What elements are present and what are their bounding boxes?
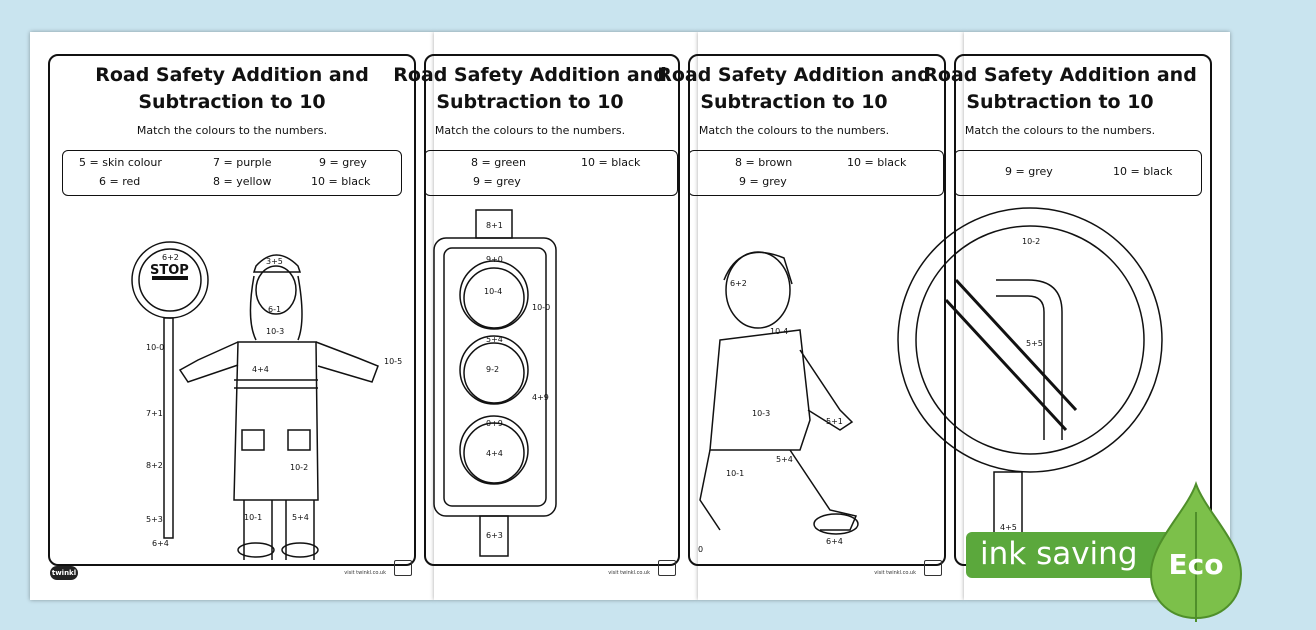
sum-label: 5+4 <box>292 513 309 522</box>
footer-url: visit twinkl.co.uk <box>874 570 916 576</box>
sum-label: 3+5 <box>266 257 283 266</box>
sum-label: 8+1 <box>486 221 503 230</box>
key-item: 8 = yellow <box>213 175 272 188</box>
footer-badge-icon <box>394 560 412 576</box>
worksheet-title <box>858 62 1262 116</box>
footer-badge-icon <box>924 560 942 576</box>
worksheet-subtitle: Match the colours to the numbers. <box>136 124 328 137</box>
title-line-2: Subtraction to 10 <box>138 91 326 113</box>
sum-label: 5+5 <box>1026 339 1043 348</box>
sum-label: 4+4 <box>252 365 269 374</box>
colour-key <box>424 150 678 196</box>
key-item: 6 = red <box>99 175 141 188</box>
key-item: 10 = black <box>1113 165 1173 178</box>
footer-url: visit twinkl.co.uk <box>344 570 386 576</box>
sum-label: 8+2 <box>146 461 163 470</box>
title-line-2: Subtraction to 10 <box>436 91 624 113</box>
colour-key <box>954 150 1202 196</box>
sum-label: 10-0 <box>532 303 551 312</box>
stop-text: STOP <box>150 263 189 278</box>
sum-label: 10-4 <box>770 327 789 336</box>
worksheet-subtitle: Match the colours to the numbers. <box>434 124 626 137</box>
sum-label: 0+9 <box>486 419 503 428</box>
sum-label: 7+1 <box>146 409 163 418</box>
sum-label: 6+4 <box>152 539 169 548</box>
colour-key <box>688 150 944 196</box>
eco-drop-icon <box>1146 482 1246 622</box>
twinkl-logo: twinkl <box>50 566 78 580</box>
key-item: 10 = black <box>581 156 641 169</box>
sum-label: 10-0 <box>146 343 165 352</box>
sum-label: 10-3 <box>266 327 285 336</box>
footer-badge-icon <box>658 560 676 576</box>
key-item: 10 = black <box>847 156 907 169</box>
sum-label: 5+1 <box>826 417 843 426</box>
sum-label: 6-1 <box>268 305 282 314</box>
worksheet-subtitle: Match the colours to the numbers. <box>964 124 1156 137</box>
key-item: 9 = grey <box>1005 165 1053 178</box>
sum-label: 10-1 <box>244 513 263 522</box>
title-line-1: Road Safety Addition and <box>393 64 667 86</box>
sum-label: 6+3 <box>486 531 503 540</box>
sum-label: 6+4 <box>826 537 843 546</box>
sum-label: 0 <box>698 545 704 554</box>
key-item: 5 = skin colour <box>79 156 162 169</box>
sum-label: 10-2 <box>290 463 309 472</box>
sum-label: 4+4 <box>486 449 503 458</box>
sum-label: 10-4 <box>484 287 503 296</box>
sum-label: 4+5 <box>1000 523 1017 532</box>
key-item: 10 = black <box>311 175 371 188</box>
worksheet-1 <box>30 32 434 600</box>
sum-label: 6+2 <box>730 279 747 288</box>
key-item: 9 = grey <box>319 156 367 169</box>
key-item: 9 = grey <box>739 175 787 188</box>
sum-label: 5+3 <box>146 515 163 524</box>
key-item: 8 = green <box>471 156 526 169</box>
title-line-2: Subtraction to 10 <box>966 91 1154 113</box>
sum-label: 9+0 <box>486 255 503 264</box>
sum-label: 6+2 <box>162 253 179 262</box>
sum-label: 5+4 <box>776 455 793 464</box>
colour-key <box>62 150 402 196</box>
key-item: 8 = brown <box>735 156 793 169</box>
worksheet-3 <box>657 32 964 600</box>
footer-url: visit twinkl.co.uk <box>608 570 650 576</box>
sum-label: 5+4 <box>486 335 503 344</box>
worksheet-subtitle: Match the colours to the numbers. <box>698 124 890 137</box>
ink-saving-eco-badge <box>966 482 1256 602</box>
sum-label: 4+9 <box>532 393 549 402</box>
lollipop-lady-picture <box>48 200 418 550</box>
title-line-1: Road Safety Addition and <box>657 64 931 86</box>
sum-label: 10-2 <box>1022 237 1041 246</box>
ink-saving-label: ink saving <box>980 536 1138 572</box>
title-line-1: Road Safety Addition and <box>95 64 369 86</box>
sum-label: 10-3 <box>752 409 771 418</box>
key-item: 9 = grey <box>473 175 521 188</box>
title-line-1: Road Safety Addition and <box>923 64 1197 86</box>
sum-label: 9-2 <box>486 365 500 374</box>
sum-label: 10-1 <box>726 469 745 478</box>
key-item: 7 = purple <box>213 156 272 169</box>
title-line-2: Subtraction to 10 <box>700 91 888 113</box>
sum-label: 10-5 <box>384 357 403 366</box>
eco-badge-text: Eco <box>1168 548 1224 581</box>
